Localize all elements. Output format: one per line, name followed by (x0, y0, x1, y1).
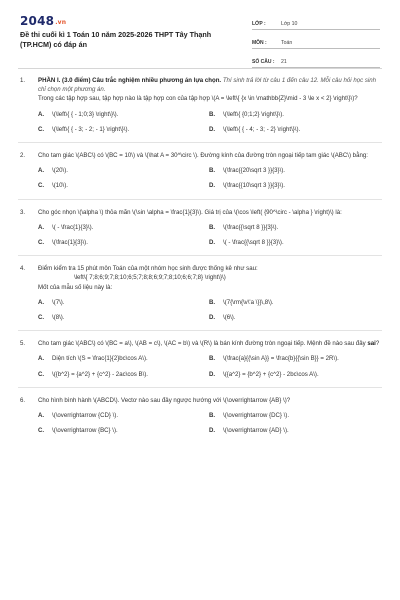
section-heading: PHẦN I. (3.0 điểm) Câu trắc nghiệm nhiều phương án lựa chọn. (38, 77, 222, 84)
option-d[interactable]: D. \( - \frac{{\sqrt 8 }}{3}\). (209, 239, 284, 247)
option-d[interactable]: D. \(\overrightarrow {AD} \). (209, 427, 289, 435)
option-b[interactable]: B. \(\overrightarrow {DC} \). (209, 412, 290, 420)
question-4: 4. Điểm kiểm tra 15 phút môn Toán của một nhóm học sinh được thống kê như sau: \left\{ 7;8;6;9;7;8;10;6;5;7;8;8;6;9;7;8;10;6;6;7;8} \right\}\) Mốt của mẫu số liệu này là: A. \(7\). B. \(7{\rm{\v\'a \}}\,8\). C. \(8\). D. \(6\). (0, 264, 400, 322)
option-a[interactable]: A. \(20\). (38, 167, 68, 175)
answer-options (38, 223, 380, 247)
question-prompt: Mốt của mẫu số liệu này là: (38, 283, 113, 291)
question-text: Điểm kiểm tra 15 phút môn Toán của một nhóm học sinh được thống kê như sau: (38, 265, 258, 273)
option-b[interactable]: B. \(\frac{{20\sqrt 3 }}{3}\). (209, 167, 285, 175)
question-text: Cho hình bình hành \(ABCD\). Vectơ nào sau đây ngược hướng với \(\overrightarrow {AB} \)? (38, 396, 291, 404)
exam-meta (252, 15, 380, 72)
question-list (0, 76, 400, 441)
question-divider (18, 199, 382, 200)
question-1: 1. PHẦN I. (3.0 điểm) Câu trắc nghiệm nhiều phương án lựa chọn. Thí sinh trả lời từ câu 1 đến câu 12. Mỗi câu hỏi học sinh chỉ chọn một phương án. Trong các tập hợp sau, tập hợp nào là tập hợp con của tập hợp \(A = \left\{ {x \in \mathbb{Z}\mid - 3 \le x < 2} \right\}\)? A. \(\left\{ { - 1;0;3} \right\}\). B. \(\left\{ {0;1;2} \right\}\). C. \(\left\{ { - 3; - 2; - 1} \right\}\). D. \(\left\{ { - 4; - 3; - 2} \right\}\). (0, 76, 400, 134)
header-divider (18, 68, 382, 69)
option-b[interactable]: B. \(\frac{{\sqrt 8 }}{3}\). (209, 223, 279, 231)
option-d[interactable]: D. \(\frac{{10\sqrt 3 }}{3}\). (209, 182, 285, 190)
answer-options (38, 166, 380, 190)
question-divider (18, 330, 382, 331)
option-b[interactable]: B. \(7{\rm{\v\'a \}}\,8\). (209, 298, 274, 306)
exam-title: Đề thi cuối kì 1 Toán 10 năm 2025-2026 THPT Tây Thạnh (TP.HCM) có đáp án (20, 30, 212, 49)
question-6: 6. Cho hình bình hành \(ABCD\). Vectơ nào sau đây ngược hướng với \(\overrightarrow {AB} \)? A. \(\overrightarrow {CD} \). B. \(\overrightarrow {DC} \). C. \(\overrightarrow {BC} \). D. \(\overrightarrow {AD} \). (0, 396, 400, 436)
answer-options (38, 298, 380, 322)
option-c[interactable]: C. \(\left\{ { - 3; - 2; - 1} \right\}\). (38, 125, 130, 133)
option-b[interactable]: B. \(\left\{ {0;1;2} \right\}\). (209, 110, 284, 118)
option-d[interactable]: D. \(6\). (209, 314, 236, 322)
question-divider (18, 387, 382, 388)
meta-question-count: SỐ CÂU : 21 (252, 53, 380, 68)
option-c[interactable]: C. \(\frac{1}{3}\). (38, 239, 88, 247)
option-c[interactable]: C. \(8\). (38, 314, 65, 322)
question-text: Cho tam giác \(ABC\) có \(BC = 10\) và \(\hat A = 30^\circ \). Đường kính của đường tròn ngoại tiếp tam giác \(ABC\) bằng: (38, 152, 368, 160)
question-text: Trong các tập hợp sau, tập hợp nào là tập hợp con của tập hợp \(A = \left\{ {x \in \mathbb{Z}\mid - 3 \le x < 2} \right\}\)? (38, 95, 358, 103)
answer-options (38, 411, 380, 435)
option-a[interactable]: A. \(\left\{ { - 1;0;3} \right\}\). (38, 110, 119, 118)
option-a[interactable]: A. \(\overrightarrow {CD} \). (38, 412, 119, 420)
option-d[interactable]: D. \({a^2} = {b^2} + {c^2} - 2bc\cos A\). (209, 370, 319, 378)
option-a[interactable]: A. Diện tích \(S = \frac{1}{2}bc\cos A\). (38, 355, 148, 363)
question-3: 3. Cho góc nhọn \(\alpha \) thỏa mãn \(\sin \alpha = \frac{1}{3}\). Giá trị của \(\cos \left( {90^\circ - \alpha } \right)\) là: A. \( - \frac{1}{3}\). B. \(\frac{{\sqrt 8 }}{3}\). C. \(\frac{1}{3}\). D. \( - \frac{{\sqrt 8 }}{3}\). (0, 208, 400, 248)
section-note: Thí sinh trả lời từ câu 1 đến câu 12. Mỗi câu hỏi học sinh chỉ chọn một phương án. (38, 77, 377, 94)
option-c[interactable]: C. \({b^2} = {a^2} + {c^2} - 2ac\cos B\). (38, 370, 148, 378)
question-text: Cho tam giác \(ABC\) có \(BC = a\), \(AB = c\), \(AC = b\) và \(R\) là bán kính đường tròn ngoại tiếp. Mệnh đề nào sau đây sai? (38, 340, 380, 348)
meta-class: LỚP : Lớp 10 (252, 15, 380, 30)
option-c[interactable]: C. \(\overrightarrow {BC} \). (38, 427, 118, 435)
header (0, 0, 400, 66)
answer-options (38, 110, 380, 134)
site-logo[interactable]: 2048.vn (20, 14, 67, 28)
data-set: \left\{ 7;8;6;9;7;8;10;6;5;7;8;8;6;9;7;8;10;6;6;7;8} \right\}\) (74, 274, 226, 282)
option-b[interactable]: B. \(\frac{a}{{\sin A}} = \frac{b}{{\sin B}} = 2R\). (209, 355, 339, 363)
answer-options (38, 354, 380, 378)
question-text: Cho góc nhọn \(\alpha \) thỏa mãn \(\sin \alpha = \frac{1}{3}\). Giá trị của \(\cos \left( {90^\circ - \alpha } \right)\) là: (38, 208, 342, 216)
question-divider (18, 142, 382, 143)
option-c[interactable]: C. \(10\). (38, 182, 68, 190)
question-5: 5. Cho tam giác \(ABC\) có \(BC = a\), \(AB = c\), \(AC = b\) và \(R\) là bán kính đường tròn ngoại tiếp. Mệnh đề nào sau đây sai? A. Diện tích \(S = \frac{1}{2}bc\cos A\). B. \(\frac{a}{{\sin A}} = \frac{b}{{\sin B}} = 2R\). C. \({b^2} = {a^2} + {c^2} - 2ac\cos B\). D. \({a^2} = {b^2} + {c^2} - 2bc\cos A\). (20, 340, 380, 378)
question-2: 2. Cho tam giác \(ABC\) có \(BC = 10\) và \(\hat A = 30^\circ \). Đường kính của đường tròn ngoại tiếp tam giác \(ABC\) bằng: A. \(20\). B. \(\frac{{20\sqrt 3 }}{3}\). C. \(10\). D. \(\frac{{10\sqrt 3 }}{3}\). (0, 151, 400, 191)
question-divider (18, 255, 382, 256)
option-d[interactable]: D. \(\left\{ { - 4; - 3; - 2} \right\}\). (209, 125, 301, 133)
option-a[interactable]: A. \( - \frac{1}{3}\). (38, 223, 94, 231)
meta-subject: MÔN : Toán (252, 34, 380, 49)
option-a[interactable]: A. \(7\). (38, 298, 65, 306)
